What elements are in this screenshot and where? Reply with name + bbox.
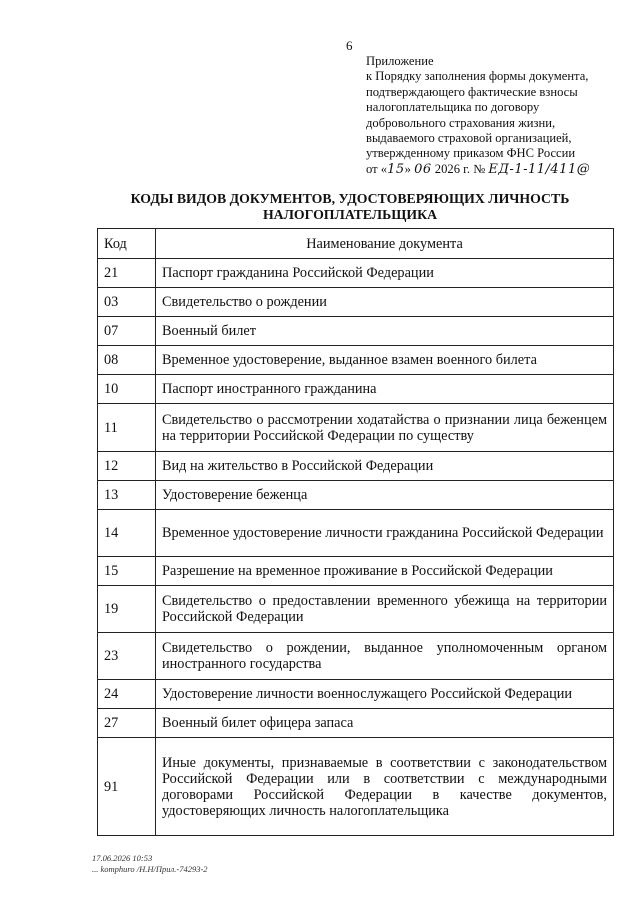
footer-date: 17.06.2026 10:53 (92, 853, 153, 863)
document-codes-table (97, 228, 614, 836)
title-line: НАЛОГОПЛАТЕЛЬЩИКА (262, 207, 438, 222)
code-cell: 14 (98, 510, 156, 557)
appendix-header (366, 54, 616, 177)
table-header-row (98, 229, 614, 259)
column-header-name: Наименование документа (156, 229, 614, 259)
code-cell: 24 (98, 680, 156, 709)
name-cell: Свидетельство о рассмотрении ходатайства о признании лица беженцем на территории Российской Федерации по существу (156, 404, 614, 452)
table-row (98, 317, 614, 346)
code-cell: 15 (98, 557, 156, 586)
table-row (98, 404, 614, 452)
name-cell: Временное удостоверение, выданное взамен военного билета (156, 346, 614, 375)
table-row (98, 510, 614, 557)
table-row (98, 680, 614, 709)
code-cell: 11 (98, 404, 156, 452)
appendix-line: утвержденному приказом ФНС России (366, 146, 576, 161)
footer-reference: ... komphuro /Н.Н/Прил.-74293-2 (92, 864, 208, 874)
code-cell: 91 (98, 738, 156, 836)
title-line: КОДЫ ВИДОВ ДОКУМЕНТОВ, УДОСТОВЕРЯЮЩИХ ЛИЧНОСТЬ (130, 191, 570, 206)
code-cell: 21 (98, 259, 156, 288)
name-cell: Паспорт гражданина Российской Федерации (156, 259, 614, 288)
name-cell: Удостоверение беженца (156, 481, 614, 510)
order-date-number-line (366, 162, 616, 177)
month-separator: » (404, 161, 411, 176)
code-cell: 03 (98, 288, 156, 317)
name-cell: Удостоверение личности военнослужащего Российской Федерации (156, 680, 614, 709)
name-cell: Разрешение на временное проживание в Российской Федерации (156, 557, 614, 586)
table-row (98, 346, 614, 375)
name-cell: Военный билет офицера запаса (156, 709, 614, 738)
table-row (98, 452, 614, 481)
code-cell: 12 (98, 452, 156, 481)
code-cell: 10 (98, 375, 156, 404)
appendix-line: подтверждающего фактические взносы (366, 84, 578, 99)
name-cell: Временное удостоверение личности гражданина Российской Федерации (156, 510, 614, 557)
order-year: 2026 г. (434, 161, 471, 176)
code-cell: 23 (98, 633, 156, 680)
handwritten-order-number: ЕД-1-11/411@ (488, 161, 591, 177)
date-prefix: от « (366, 161, 388, 176)
name-cell: Паспорт иностранного гражданина (156, 375, 614, 404)
document-title (100, 191, 600, 223)
table-row (98, 259, 614, 288)
appendix-line: к Порядку заполнения формы документа, (366, 69, 589, 84)
code-cell: 08 (98, 346, 156, 375)
appendix-line: выдаваемого страховой организацией, (366, 131, 572, 146)
table-row (98, 288, 614, 317)
table-row (98, 557, 614, 586)
handwritten-day: 15 (387, 161, 405, 177)
name-cell: Военный билет (156, 317, 614, 346)
appendix-line: Приложение (366, 54, 434, 68)
table-row (98, 709, 614, 738)
appendix-line: налогоплательщика по договору (366, 100, 540, 115)
name-cell: Свидетельство о рождении (156, 288, 614, 317)
name-cell: Свидетельство о рождении, выданное уполномоченным органом иностранного государства (156, 633, 614, 680)
name-cell: Вид на жительство в Российской Федерации (156, 452, 614, 481)
handwritten-month: 06 (414, 161, 432, 177)
code-cell: 07 (98, 317, 156, 346)
code-cell: 13 (98, 481, 156, 510)
table-row (98, 633, 614, 680)
appendix-line: добровольного страхования жизни, (366, 115, 556, 130)
footer-stamp (92, 853, 208, 875)
table-row (98, 375, 614, 404)
number-sign: № (473, 161, 486, 176)
name-cell: Свидетельство о предоставлении временного убежища на территории Российской Федерации (156, 586, 614, 633)
name-cell: Иные документы, признаваемые в соответствии с законодательством Российской Федерации или в соответствии с международными договорами Российской Федерации в качестве документов, удостоверяющих личность налогоплательщика (156, 738, 614, 836)
table-row (98, 738, 614, 836)
table-row (98, 586, 614, 633)
code-cell: 27 (98, 709, 156, 738)
table-row (98, 481, 614, 510)
column-header-code: Код (98, 229, 156, 259)
page-number: 6 (346, 38, 353, 53)
code-cell: 19 (98, 586, 156, 633)
